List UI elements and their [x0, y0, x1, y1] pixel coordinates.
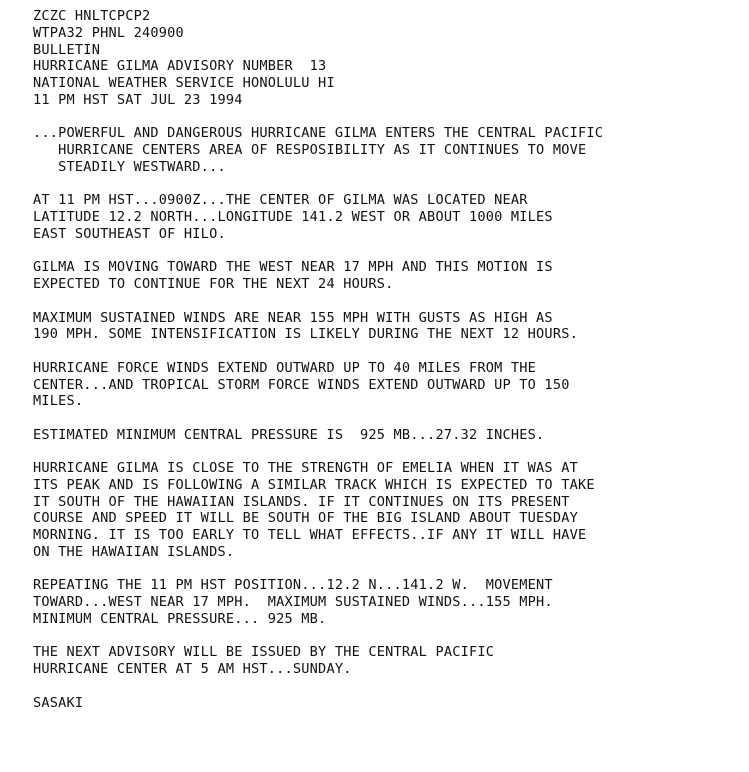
next-advisory-paragraph	[33, 644, 745, 678]
text-line: AT 11 PM HST...0900Z...THE CENTER OF GILMA WAS LOCATED NEAR	[33, 192, 528, 209]
text-line: THE NEXT ADVISORY WILL BE ISSUED BY THE CENTRAL PACIFIC	[33, 644, 495, 661]
text-line: EXPECTED TO CONTINUE FOR THE NEXT 24 HOURS.	[33, 276, 394, 293]
advisory-document	[33, 8, 745, 728]
movement-paragraph	[33, 259, 745, 293]
header-line-bulletin: BULLETIN	[33, 41, 101, 58]
text-line: ON THE HAWAIIAN ISLANDS.	[33, 544, 235, 561]
wind-extent-paragraph	[33, 360, 745, 410]
text-line: LATITUDE 12.2 NORTH...LONGITUDE 141.2 WEST OR ABOUT 1000 MILES	[33, 209, 553, 226]
text-line: TOWARD...WEST NEAR 17 MPH. MAXIMUM SUSTAINED WINDS...155 MPH.	[33, 594, 553, 611]
text-line: STEADILY WESTWARD...	[33, 158, 226, 175]
header-block	[33, 8, 745, 109]
text-line: MAXIMUM SUSTAINED WINDS ARE NEAR 155 MPH WITH GUSTS AS HIGH AS	[33, 309, 553, 326]
text-line: GILMA IS MOVING TOWARD THE WEST NEAR 17 MPH AND THIS MOTION IS	[33, 259, 553, 276]
text-line: REPEATING THE 11 PM HST POSITION...12.2 N...141.2 W. MOVEMENT	[33, 577, 553, 594]
header-line-advisory-title: HURRICANE GILMA ADVISORY NUMBER 13	[33, 58, 327, 75]
text-line: ITS PEAK AND IS FOLLOWING A SIMILAR TRACK WHICH IS EXPECTED TO TAKE	[33, 476, 595, 493]
text-line: HURRICANE CENTER AT 5 AM HST...SUNDAY.	[33, 661, 352, 678]
text-line: IT SOUTH OF THE HAWAIIAN ISLANDS. IF IT CONTINUES ON ITS PRESENT	[33, 493, 570, 510]
text-line: 190 MPH. SOME INTENSIFICATION IS LIKELY DURING THE NEXT 12 HOURS.	[33, 326, 578, 343]
location-paragraph	[33, 192, 745, 242]
text-line: ESTIMATED MINIMUM CENTRAL PRESSURE IS 925 MB...27.32 INCHES.	[33, 426, 545, 443]
winds-paragraph	[33, 310, 745, 344]
discussion-paragraph	[33, 460, 745, 561]
text-line: MILES.	[33, 393, 84, 410]
pressure-paragraph	[33, 427, 745, 444]
header-line-timestamp: 11 PM HST SAT JUL 23 1994	[33, 91, 243, 108]
text-line: HURRICANE CENTERS AREA OF RESPOSIBILITY AS IT CONTINUES TO MOVE	[33, 142, 587, 159]
text-line: ...POWERFUL AND DANGEROUS HURRICANE GILMA ENTERS THE CENTRAL PACIFIC	[33, 125, 604, 142]
headline-paragraph	[33, 125, 745, 175]
forecaster-name: SASAKI	[33, 694, 84, 711]
text-line: CENTER...AND TROPICAL STORM FORCE WINDS EXTEND OUTWARD UP TO 150	[33, 376, 570, 393]
text-line: MINIMUM CENTRAL PRESSURE... 925 MB.	[33, 611, 327, 628]
text-line: HURRICANE GILMA IS CLOSE TO THE STRENGTH OF EMELIA WHEN IT WAS AT	[33, 460, 578, 477]
header-line-routing: ZCZC HNLTCPCP2	[33, 8, 151, 24]
text-line: MORNING. IT IS TOO EARLY TO TELL WHAT EFFECTS..IF ANY IT WILL HAVE	[33, 527, 587, 544]
forecaster-signoff	[33, 695, 745, 712]
summary-paragraph	[33, 577, 745, 627]
text-line: HURRICANE FORCE WINDS EXTEND OUTWARD UP TO 40 MILES FROM THE	[33, 359, 537, 376]
text-line: COURSE AND SPEED IT WILL BE SOUTH OF THE BIG ISLAND ABOUT TUESDAY	[33, 510, 578, 527]
header-line-wmo: WTPA32 PHNL 240900	[33, 24, 184, 41]
text-line: EAST SOUTHEAST OF HILO.	[33, 225, 226, 242]
header-line-issuer: NATIONAL WEATHER SERVICE HONOLULU HI	[33, 75, 335, 92]
